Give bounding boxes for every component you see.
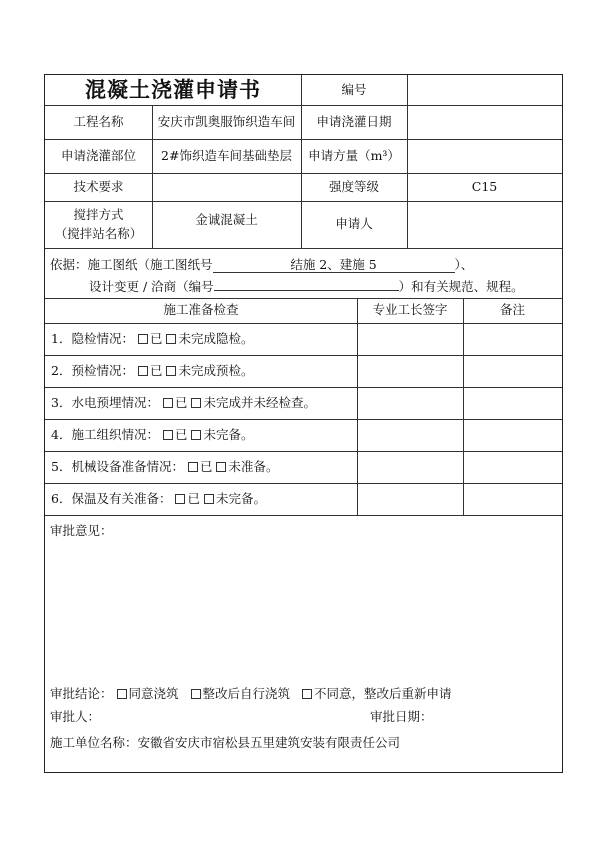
check-item-label: 1．隐检情况： <box>51 330 134 346</box>
checkbox-done[interactable] <box>175 494 185 504</box>
volume-field[interactable] <box>407 139 562 173</box>
check-option-not-done: 未完备。 <box>215 490 266 506</box>
approval-conclusion-line <box>50 684 452 702</box>
col-divider <box>463 298 464 515</box>
form-title: 混凝土浇灌申请书 <box>85 77 261 102</box>
check-item-label: 5．机械设备准备情况： <box>51 458 184 474</box>
checkbox-reject[interactable] <box>302 689 312 699</box>
option-approve: 同意浇筑 <box>128 686 179 701</box>
checkbox-not-done[interactable] <box>166 366 176 376</box>
check-item-label: 3．水电预埋情况： <box>51 394 159 410</box>
check-item-label: 2．预检情况： <box>51 362 134 378</box>
change-prefix: 设计变更 / 洽商（编号 <box>89 279 214 294</box>
check-option-not-done: 未完成隐检。 <box>178 330 254 346</box>
strength-field[interactable]: C15 <box>471 178 498 194</box>
check-option-not-done: 未完成预检。 <box>178 362 254 378</box>
volume-label: 申请方量（m³） <box>308 147 400 163</box>
row-divider <box>45 515 562 516</box>
mix-method-label <box>45 201 152 248</box>
check-option-done: 已 <box>174 426 188 442</box>
check-item <box>45 419 357 451</box>
check-item <box>45 323 357 355</box>
mix-method-field[interactable]: 金诚混凝土 <box>195 212 258 227</box>
header-sign: 专业工长签字 <box>372 302 448 318</box>
check-item <box>45 483 357 515</box>
checkbox-rectify-pour[interactable] <box>191 689 201 699</box>
strength-label: 强度等级 <box>328 178 379 194</box>
check-item <box>45 387 357 419</box>
checkbox-done[interactable] <box>138 366 148 376</box>
check-option-done: 已 <box>199 458 213 474</box>
check-item <box>45 355 357 387</box>
check-option-done: 已 <box>149 362 163 378</box>
pour-part-label: 申请浇灌部位 <box>60 147 136 163</box>
approval-opinion-area[interactable] <box>50 541 555 677</box>
checkbox-not-done[interactable] <box>204 494 214 504</box>
change-suffix: ）和有关规范、规程。 <box>398 279 524 294</box>
checkbox-not-done[interactable] <box>166 334 176 344</box>
checkbox-approve[interactable] <box>117 689 127 699</box>
checkbox-done[interactable] <box>163 398 173 408</box>
pour-part-field[interactable]: 2#饰织造车间基础垫层 <box>161 147 292 163</box>
option-reject: 不同意，整改后重新申请 <box>314 686 452 701</box>
basis-suffix: ）、 <box>454 257 474 272</box>
applicant-field[interactable] <box>407 201 562 248</box>
approver-label: 审批人： <box>50 709 101 724</box>
row-divider <box>45 248 562 249</box>
conclusion-label: 审批结论： <box>50 686 113 701</box>
tech-req-field[interactable] <box>152 173 301 201</box>
check-item <box>45 451 357 483</box>
check-option-done: 已 <box>174 394 188 410</box>
checkbox-done[interactable] <box>163 430 173 440</box>
approve-date-label: 审批日期： <box>370 709 433 724</box>
drawing-number-field[interactable] <box>213 257 455 273</box>
checkbox-not-done[interactable] <box>191 398 201 408</box>
drawing-number-value: 结施 2、建施 5 <box>290 257 377 272</box>
checkbox-done[interactable] <box>188 462 198 472</box>
mix-method-label-line1: 搅拌方式 <box>73 207 124 223</box>
header-check: 施工准备检查 <box>163 302 239 318</box>
check-option-done: 已 <box>187 490 200 506</box>
apply-date-field[interactable] <box>407 105 562 139</box>
basis-line-2 <box>89 277 524 295</box>
pour-application-form <box>44 74 563 773</box>
company-name: 安徽省安庆市宿松县五里建筑安装有限责任公司 <box>137 735 401 750</box>
number-field[interactable] <box>407 75 562 105</box>
check-item-label: 4．施工组织情况： <box>51 426 159 442</box>
checkbox-not-done[interactable] <box>216 462 226 472</box>
company-label: 施工单位名称： <box>50 735 138 750</box>
check-option-not-done: 未完备。 <box>203 426 254 442</box>
number-label: 编号 <box>341 81 367 97</box>
option-rectify-pour: 整改后自行浇筑 <box>202 686 291 701</box>
basis-line-1 <box>50 255 473 273</box>
col-divider <box>357 298 358 515</box>
applicant-label: 申请人 <box>335 216 373 232</box>
checkbox-not-done[interactable] <box>191 430 201 440</box>
project-name-label: 工程名称 <box>73 113 124 129</box>
check-option-done: 已 <box>149 330 163 346</box>
check-item-label: 6．保温及有关准备： <box>51 490 172 506</box>
approval-opinion-label: 审批意见： <box>50 523 113 538</box>
checkbox-done[interactable] <box>138 334 148 344</box>
header-note: 备注 <box>499 302 525 318</box>
basis-prefix: 依据：施工图纸（施工图纸号 <box>50 257 213 272</box>
company-line <box>50 733 400 751</box>
tech-req-label: 技术要求 <box>73 178 124 194</box>
check-option-not-done: 未完成并未经检查。 <box>203 394 316 410</box>
project-name-field[interactable]: 安庆市凯奥服饰织造车间 <box>157 113 296 129</box>
apply-date-label: 申请浇灌日期 <box>316 113 392 129</box>
change-number-field[interactable] <box>214 290 399 291</box>
mix-method-label-line2: （搅拌站名称） <box>54 225 143 241</box>
check-option-not-done: 未准备。 <box>228 458 279 474</box>
